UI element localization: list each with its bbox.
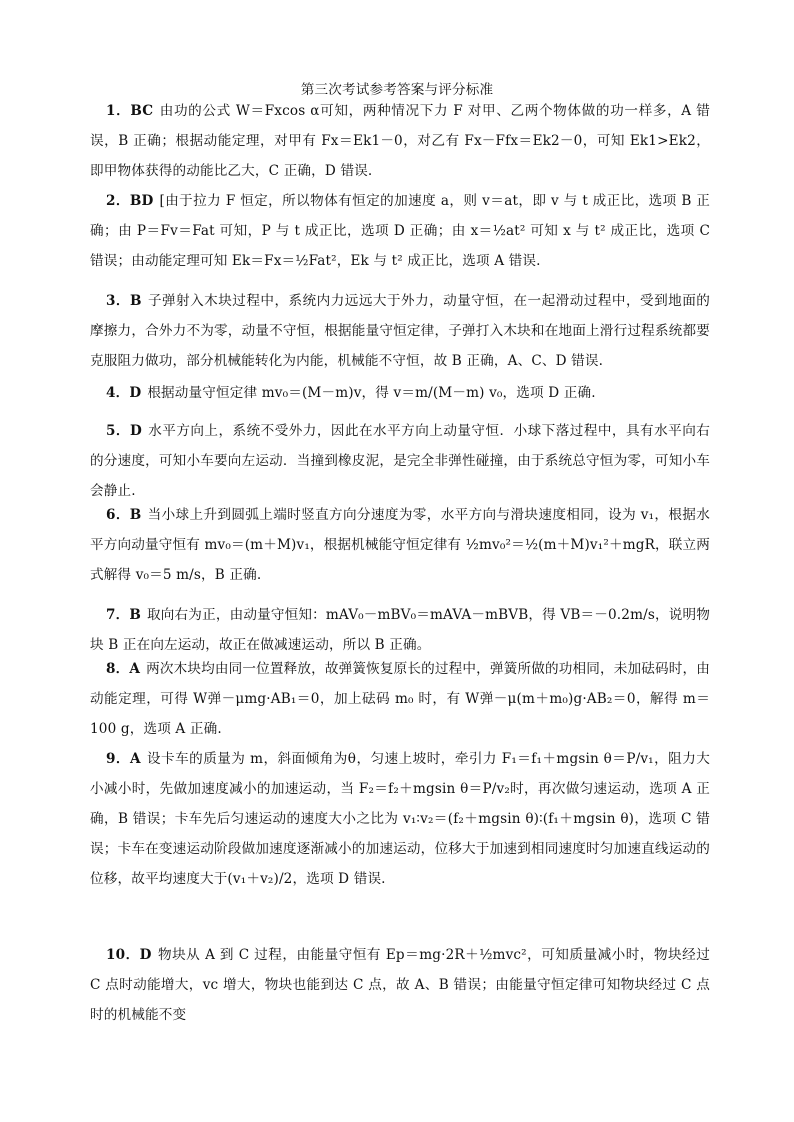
answer-item [90, 96, 710, 186]
answer-text: 物块从 A 到 C 过程，由能量守恒有 Ep＝mg·2R＋½mvc²，可知质量减小时，物块经过 C 点时动能增大，vc 增大，物块也能到达 C 点，故 A、B 错误；由能量守恒定律可知物块经过 C 点时的机械能不变 [90, 947, 710, 1023]
answer-number: 10． [106, 947, 140, 963]
answer-item [90, 500, 710, 590]
answer-text: [由于拉力 F 恒定，所以物体有恒定的加速度 a，则 v＝at，即 v 与 t 成正比，选项 B 正确；由 P＝Fv＝Fat 可知，P 与 t 成正比，选项 D 正确；由 x＝½at² 可知 x 与 t² 成正比，选项 C 错误；由动能定理可知 Ek＝Fx＝½Fat²，Ek 与 t² 成正比，选项 A 错误. [90, 193, 710, 269]
answer-text: 两次木块均由同一位置释放，故弹簧恢复原长的过程中，弹簧所做的功相同，未加砝码时，由动能定理，可得 W弹－μmg·AB₁＝0，加上砝码 m₀ 时，有 W弹－μ(m＋m₀)g·AB₂＝0，解得 m＝100 g，选项 A 正确. [90, 661, 710, 737]
answer-key: D [139, 947, 152, 963]
answer-text: 水平方向上，系统不受外力，因此在水平方向上动量守恒．小球下落过程中，具有水平向右的分速度，可知小车要向左运动．当撞到橡皮泥，是完全非弹性碰撞，由于系统总守恒为零，可知小车会静止. [90, 423, 710, 499]
answer-item [90, 186, 710, 276]
answer-text: 根据动量守恒定律 mv₀＝(M－m)v，得 v＝m/(M－m) v₀，选项 D 正确. [147, 385, 596, 401]
answer-item [90, 600, 710, 660]
answer-key: B [129, 507, 142, 523]
answer-key: B [129, 607, 142, 623]
answer-number: 9． [106, 751, 130, 767]
answer-number: 5． [106, 423, 130, 439]
answer-key: A [129, 661, 141, 677]
answer-key: D [129, 385, 142, 401]
answer-key: BC [130, 103, 154, 119]
answer-number: 6． [106, 507, 130, 523]
answer-key: BD [129, 193, 154, 209]
answer-number: 3． [106, 293, 130, 309]
answer-item [90, 940, 710, 1030]
answer-item [90, 416, 710, 506]
page-title: 第三次考试参考答案与评分标准 [300, 82, 494, 98]
answer-key: D [129, 423, 142, 439]
answer-text: 子弹射入木块过程中，系统内力远远大于外力，动量守恒，在一起滑动过程中，受到地面的摩擦力，合外力不为零，动量不守恒，根据能量守恒定律，子弹打入木块和在地面上滑行过程系统都要克服阻力做功，部分机械能转化为内能，机械能不守恒，故 B 正确，A、C、D 错误. [90, 293, 710, 369]
answer-number: 1． [106, 103, 131, 119]
answer-text: 当小球上升到圆弧上端时竖直方向分速度为零，水平方向与滑块速度相同，设为 v₁，根据水平方向动量守恒有 mv₀＝(m＋M)v₁，根据机械能守恒定律有 ½mv₀²＝½(m＋M)v₁²＋mgR，联立两式解得 v₀＝5 m/s，B 正确. [90, 507, 710, 583]
answer-number: 7． [106, 607, 130, 623]
answer-number: 8． [106, 661, 130, 677]
answer-item [90, 744, 710, 894]
answer-text: 由功的公式 W＝Fxcos α可知，两种情况下力 F 对甲、乙两个物体做的功一样多，A 错误，B 正确；根据动能定理，对甲有 Fx＝Ek1－0，对乙有 Fx－Ffx＝Ek2－0，可知 Ek1>Ek2，即甲物体获得的动能比乙大，C 正确，D 错误. [90, 103, 710, 179]
answer-key: B [129, 293, 142, 309]
answer-item [90, 378, 710, 408]
answer-item [90, 654, 710, 744]
answer-item [90, 286, 710, 376]
answer-number: 2． [106, 193, 130, 209]
answer-key: A [129, 751, 141, 767]
answer-text: 取向右为正，由动量守恒知：mAV₀－mBV₀＝mAVA－mBVB，得 VB＝－0.2m/s，说明物块 B 正在向左运动，故正在做减速运动，所以 B 正确。 [90, 607, 710, 653]
answer-number: 4． [106, 385, 130, 401]
answer-text: 设卡车的质量为 m，斜面倾角为θ，匀速上坡时，牵引力 F₁＝f₁＋mgsin θ＝P/v₁，阻力大小减小时，先做加速度减小的加速运动，当 F₂＝f₂＋mgsin θ＝P/v₂时，再次做匀速运动，选项 A 正确，B 错误；卡车先后匀速运动的速度大小之比为 v₁∶v₂＝(f₂＋mgsin θ)∶(f₁＋mgsin θ)，选项 C 错误；卡车在变速运动阶段做加速度逐渐减小的加速运动，位移大于加速到相同速度时匀加速直线运动的位移，故平均速度大于(v₁＋v₂)/2，选项 D 错误. [90, 751, 710, 887]
